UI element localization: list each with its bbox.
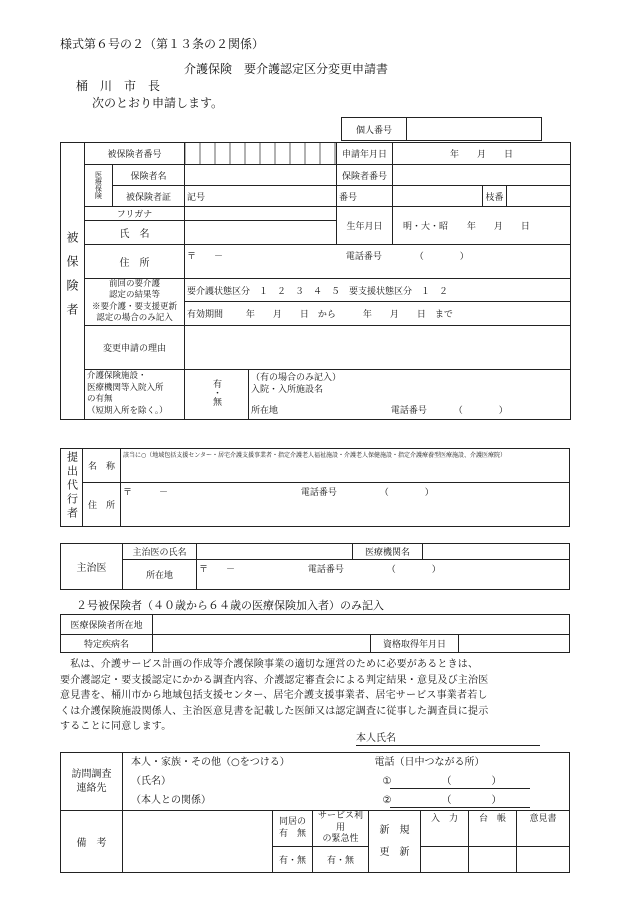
riyu-label: 変更申請の理由 <box>85 325 185 369</box>
addressee: 桶 川 市 長 <box>76 79 161 93</box>
doctor-shozaichi-label: 所在地 <box>123 560 197 590</box>
consent-text: 私は、介護サービス計画の作成等介護保険事業の適切な運営のために必要があるときは、 要介護認定・要支援認定にかかる調査内容、介護認定審査会による判定結果・意見及び主治医 意見書を、桶川市から地域包括支援センター、居宅介護支援事業者、居宅サービス事業者若し くは介護保険施設関係人、主治医意見書を記載した医師又は認定調査に従事した調査員に提示 することに同意します。 <box>60 659 489 732</box>
agent-postal: 〒 － <box>123 488 169 498</box>
umu-selector[interactable]: 有・無 <box>185 369 249 419</box>
hihokensha-bango-label: 被保険者番号 <box>85 143 185 165</box>
agent-note: 該当に○（地域包括支援センター・居宅介護支援事業者・指定介護老人福祉施設・介護老人保健施設・指定介護療養型医療施設、介護医療院） <box>123 452 506 459</box>
daicho-lower <box>469 847 517 873</box>
yuko-field[interactable] <box>185 302 571 325</box>
visit-table <box>60 752 570 811</box>
tokutei-label: 特定疾病名 <box>61 635 153 653</box>
hokensha-mei-label: 保険者名 <box>113 165 185 186</box>
doctor-table <box>60 543 570 590</box>
bango-field[interactable] <box>337 186 393 207</box>
phone-1-line <box>390 788 530 789</box>
shisetsu-denwa-paren: （ ） <box>453 406 508 417</box>
applicant-table <box>60 142 571 420</box>
postal-mark: 〒 － <box>187 252 224 262</box>
visit-phone-label: 電話（日中つながる所） <box>374 757 485 768</box>
shinki-koshin[interactable]: 新 規 更 新 <box>369 811 421 873</box>
hokensha-mei-field[interactable] <box>185 165 337 186</box>
doctor-shimei-label: 主治医の氏名 <box>123 544 197 560</box>
visit-phone-1: ① <box>382 776 392 787</box>
iryo-hokensha-label: 医療保険者所在地 <box>61 615 153 635</box>
service-umu[interactable]: 有・無 <box>313 847 369 873</box>
form-title: 介護保険 要介護認定区分変更申請書 <box>184 62 389 76</box>
yuko-label: 有効期間 <box>187 310 224 321</box>
doctor-denwa-paren: （ ） <box>386 565 441 575</box>
yuko-value: 年 月 日 から 年 月 日 まで <box>245 310 453 321</box>
signature-label: 本人氏名 <box>356 733 396 744</box>
shisetsu-label: 介護保険施設・ 医療機関等入院入所 の有無 （短期入所を除く。） <box>85 369 185 419</box>
jusho-label: 住 所 <box>85 245 185 279</box>
intro-text: 次のとおり申請します。 <box>92 96 224 110</box>
jusho-field[interactable] <box>185 245 571 279</box>
agent-jusho-label: 住 所 <box>83 483 121 527</box>
kubun-field[interactable]: 要介護状態区分 １ ２ ３ ４ ５ 要支援状態区分 １ ２ <box>185 279 571 302</box>
agent-name-label: 名 称 <box>83 449 121 483</box>
kigo-field[interactable] <box>185 186 337 207</box>
remarks-field[interactable] <box>123 811 273 873</box>
ikensho-lower <box>517 847 570 873</box>
shinsei-date-field[interactable]: 年 月 日 <box>393 143 571 165</box>
agent-denwa-label: 電話番号 <box>300 488 337 498</box>
doctor-label: 主治医 <box>61 544 123 590</box>
form-number: 様式第６号の２（第１３条の２関係） <box>60 37 265 51</box>
doctor-postal: 〒 － <box>199 565 236 575</box>
shimei-field[interactable] <box>185 221 337 245</box>
kojin-bango-field[interactable] <box>407 118 542 141</box>
dokyo-label: 同居の 有 無 <box>273 811 313 847</box>
agent-denwa-paren: （ ） <box>379 488 434 498</box>
phone-2-line <box>390 807 530 808</box>
shozaichi-label: 所在地 <box>251 406 279 417</box>
doctor-denwa-label: 電話番号 <box>307 565 344 575</box>
ari-only-note: （有の場合のみ記入） <box>251 372 342 383</box>
hihokensha-sho-label: 被保険者証 <box>113 186 185 207</box>
kigo-label: 記号 <box>187 192 206 203</box>
service-label: サービス利用 の緊急性 <box>313 811 369 847</box>
type2-heading: ２号被保険者（４０歳から６４歳の医療保険加入者）のみ記入 <box>76 599 384 612</box>
hihokensha-side-label: 被保険者 <box>61 143 85 420</box>
visit-phone-2: ② <box>382 795 392 806</box>
signature-line[interactable] <box>356 745 540 746</box>
visit-relation: （本人との関係） <box>131 795 211 806</box>
denwa-label: 電話番号 <box>345 252 382 262</box>
agent-jusho-field[interactable] <box>121 483 570 527</box>
visit-phone[interactable]: 電話（日中つながる所） ① （ ） ② （ ） <box>353 753 570 811</box>
visit-contact[interactable] <box>123 753 353 811</box>
denwa-paren: （ ） <box>414 252 469 262</box>
hokensha-bango-label: 保険者番号 <box>337 165 393 186</box>
daicho-box[interactable]: 台 帳 <box>469 811 517 847</box>
tokutei-field[interactable] <box>153 635 371 653</box>
riyu-field[interactable] <box>185 325 571 369</box>
shisetsu-field[interactable] <box>249 369 571 419</box>
seinengappi-field[interactable] <box>393 207 571 245</box>
era-date: 年 月 日 <box>466 222 530 232</box>
doctor-kikan-label: 医療機関名 <box>353 544 423 560</box>
furigana-field[interactable] <box>185 207 337 221</box>
visit-who: 本人・家族・その他（○をつける） <box>131 757 290 768</box>
doctor-shozaichi-field[interactable] <box>197 560 570 590</box>
dokyo-umu[interactable]: 有・無 <box>273 847 313 873</box>
doctor-shimei-field[interactable] <box>197 544 353 560</box>
ikensho-box[interactable]: 意見書 <box>517 811 570 847</box>
agent-name-field[interactable] <box>121 449 570 483</box>
hihokensha-bango-field[interactable] <box>185 143 337 165</box>
shikaku-label: 資格取得年月日 <box>371 635 459 653</box>
edaban-label: 枝番 <box>483 186 507 207</box>
agent-side-label: 提出代行者 <box>61 449 83 527</box>
shimei-label: 氏 名 <box>85 221 185 245</box>
shikaku-field[interactable] <box>459 635 570 653</box>
nyuin-shisetsu-label: 入院・入所施設名 <box>251 385 324 396</box>
edaban-field[interactable] <box>507 186 571 207</box>
seinengappi-label: 生年月日 <box>337 207 393 245</box>
kojin-bango-label: 個人番号 <box>342 118 407 141</box>
iryo-hokensha-field[interactable] <box>153 615 570 635</box>
iryo-hoken-side-label: 医療保険 <box>85 165 113 207</box>
zenkai-label: 前回の要介護 認定の結果等 ※要介護・要支援更新 認定の場合のみ記入 <box>85 279 185 326</box>
hokensha-bango-field[interactable] <box>393 165 571 186</box>
shisetsu-denwa-label: 電話番号 <box>390 406 427 417</box>
furigana-label: フリガナ <box>85 207 185 221</box>
bango-label: 番号 <box>339 192 358 203</box>
agent-table <box>60 448 570 527</box>
visit-label: 訪問調査 連絡先 <box>61 753 123 811</box>
visit-name: （氏名） <box>131 776 171 787</box>
doctor-kikan-field[interactable] <box>423 544 570 560</box>
shinsei-date-label: 申請年月日 <box>337 143 393 165</box>
nyuryoku-box[interactable]: 入 力 <box>421 811 469 847</box>
remarks-label: 備 考 <box>61 811 123 873</box>
kojin-bango-table <box>341 117 542 141</box>
bango-value[interactable] <box>393 186 483 207</box>
type2-table <box>60 614 570 653</box>
remarks-table <box>60 810 570 873</box>
nyuryoku-lower <box>421 847 469 873</box>
era-label: 明・大・昭 <box>403 222 449 232</box>
